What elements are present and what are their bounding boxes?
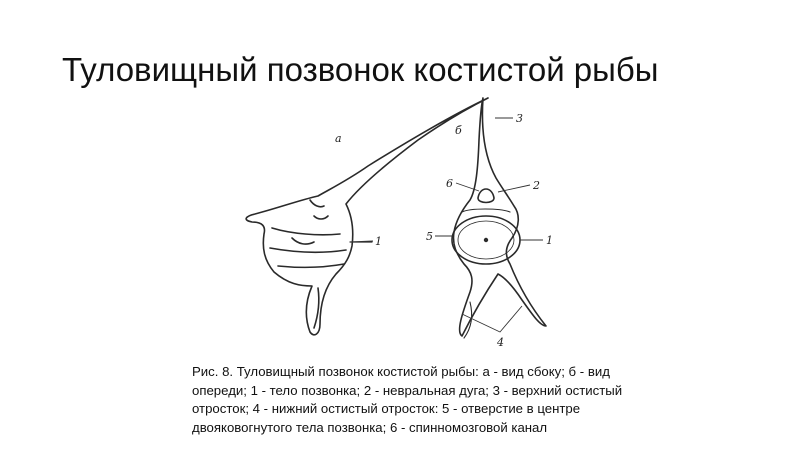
label-b-6: 6 bbox=[446, 177, 453, 190]
figure-caption bbox=[192, 363, 692, 437]
label-a-1: 1 bbox=[375, 235, 382, 248]
slide-title: Туловищный позвонок костистой рыбы bbox=[62, 51, 659, 88]
view-a-side-vertebra bbox=[246, 98, 488, 335]
view-b-front-vertebra bbox=[452, 98, 546, 338]
label-b-4: 4 bbox=[497, 336, 504, 349]
caption-line: опереди; 1 - тело позвонка; 2 - невральная дуга; 3 - верхний остистый bbox=[192, 382, 623, 398]
vertebra-drawing bbox=[200, 88, 590, 350]
label-b-2: 2 bbox=[533, 179, 540, 192]
label-b-5: 5 bbox=[426, 230, 433, 243]
label-b-3: 3 bbox=[516, 112, 523, 125]
caption-line: двояковогнутого тела позвонка; 6 - спинномозговой канал bbox=[192, 419, 548, 435]
label-leader-lines bbox=[350, 118, 543, 332]
caption-line: отросток; 4 - нижний остистый отросток: 5 - отверстие в центре bbox=[192, 401, 581, 417]
label-view-a: а bbox=[335, 132, 342, 145]
label-b-1: 1 bbox=[546, 234, 553, 247]
label-view-b: б bbox=[455, 124, 462, 137]
caption-line: Рис. 8. Туловищный позвонок костистой рыбы: а - вид сбоку; б - вид bbox=[192, 364, 610, 379]
vertebra-figure bbox=[200, 88, 590, 350]
